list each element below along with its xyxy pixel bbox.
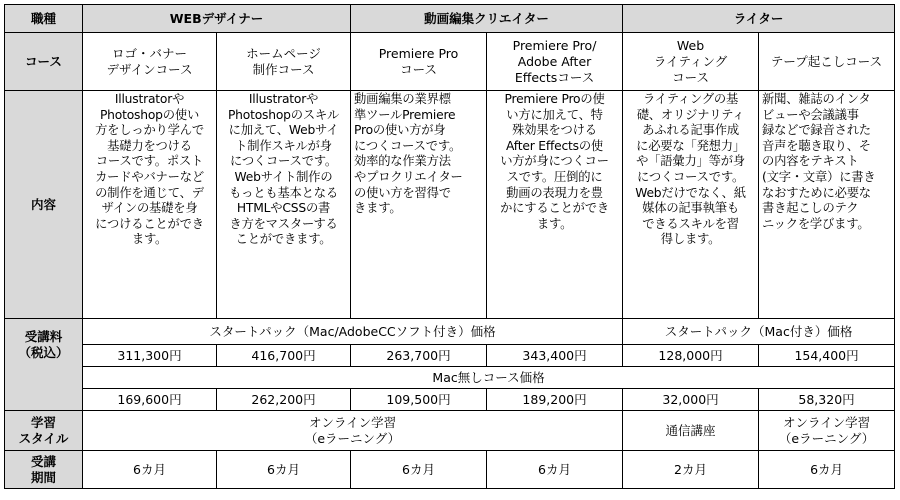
period-cell: 2カ月 [623, 451, 759, 489]
course-name-cell: ホームページ 制作コース [217, 33, 351, 91]
learning-style-label: 学習 スタイル [5, 411, 83, 451]
fee-starter-price-row [5, 345, 895, 367]
period-cell: 6カ月 [487, 451, 623, 489]
content-text-cell: 新聞、雑誌のインタ ビューや会議議事 録などで録音された 音声を聴き取り、そ の内容をテキスト (文字・文章）に書き なおすために必要な 書き起こしのテク ニックを学びます。 [759, 91, 895, 319]
course-row [5, 33, 895, 91]
course-name-cell: Premiere Pro/ Adobe After Effectsコース [487, 33, 623, 91]
no-mac-price-label: Mac無しコース価格 [83, 367, 895, 389]
course-name-cell: Premiere Pro コース [351, 33, 487, 91]
starter-price-cell: 154,400円 [759, 345, 895, 367]
fee-label-line2: （税込） [5, 345, 83, 367]
no-mac-price-cell: 169,600円 [83, 389, 217, 411]
content-text-cell: Premiere Proの使 い方に加えて、特 殊効果をつける After Effectsの使 い方が身につくコー スです。圧倒的に 動画の表現力を豊 かにすることができ ます。 [487, 91, 623, 319]
starter-pack-adobe-label: スタートパック（Mac/AdobeCCソフト付き）価格 [83, 319, 623, 345]
starter-pack-mac-label: スタートパック（Mac付き）価格 [623, 319, 895, 345]
period-cell: 6カ月 [83, 451, 217, 489]
job-writer: ライター [623, 5, 895, 33]
content-label: 内容 [5, 91, 83, 319]
content-text-cell: ライティングの基 礎、オリジナリティ あふれる記事作成 に必要な「発想力」 や「語彙力」等が身 につくコースです。 Webだけでなく、紙 媒体の記事執筆も できるスキルを習 得します。 [623, 91, 759, 319]
no-mac-price-cell: 189,200円 [487, 389, 623, 411]
no-mac-price-cell: 58,320円 [759, 389, 895, 411]
course-comparison-table [4, 4, 895, 489]
period-cell: 6カ月 [351, 451, 487, 489]
no-mac-price-cell: 109,500円 [351, 389, 487, 411]
job-web-designer: WEBデザイナー [83, 5, 351, 33]
starter-price-cell: 263,700円 [351, 345, 487, 367]
content-row [5, 91, 895, 319]
course-name-cell: Web ライティング コース [623, 33, 759, 91]
fee-label-spacer [5, 367, 83, 389]
fee-label-spacer [5, 389, 83, 411]
period-label: 受講 期間 [5, 451, 83, 489]
course-name-cell: ロゴ・バナー デザインコース [83, 33, 217, 91]
course-comparison-table-wrapper [4, 4, 895, 489]
course-name-cell: テープ起こしコース [759, 33, 895, 91]
content-text-cell: 動画編集の業界標 準ツールPremiere Proの使い方が身 につくコースです。 効率的な作業方法 やプロクリエイター の使い方を習得で きます。 [351, 91, 487, 319]
course-label: コース [5, 33, 83, 91]
period-cell: 6カ月 [759, 451, 895, 489]
starter-price-cell: 311,300円 [83, 345, 217, 367]
fee-no-mac-label-row [5, 367, 895, 389]
fee-no-mac-price-row [5, 389, 895, 411]
job-type-label: 職種 [5, 5, 83, 33]
starter-price-cell: 416,700円 [217, 345, 351, 367]
starter-price-cell: 343,400円 [487, 345, 623, 367]
period-cell: 6カ月 [217, 451, 351, 489]
starter-price-cell: 128,000円 [623, 345, 759, 367]
online-learning-cell: オンライン学習 （eラーニング） [83, 411, 623, 451]
period-row [5, 451, 895, 489]
content-text-cell: Illustratorや Photoshopのスキル に加えて、Webサイ ト制作スキルが身 につくコースです。 Webサイト制作の もっとも基本となる HTMLやCSSの書 き方をマスターする ことができます。 [217, 91, 351, 319]
online-learning-writer-cell: オンライン学習 （eラーニング） [759, 411, 895, 451]
content-text-cell: Illustratorや Photoshopの使い 方をしっかり学んで 基礎力をつける コースです。ポスト カードやバナーなど の制作を通じて、デ ザインの基礎を身 につけることができ ます。 [83, 91, 217, 319]
no-mac-price-cell: 32,000円 [623, 389, 759, 411]
no-mac-price-cell: 262,200円 [217, 389, 351, 411]
job-video-creator: 動画編集クリエイター [351, 5, 623, 33]
learning-style-row [5, 411, 895, 451]
correspondence-course-cell: 通信講座 [623, 411, 759, 451]
header-row [5, 5, 895, 33]
fee-label-line1: 受講料 [5, 319, 83, 345]
fee-starter-label-row [5, 319, 895, 345]
